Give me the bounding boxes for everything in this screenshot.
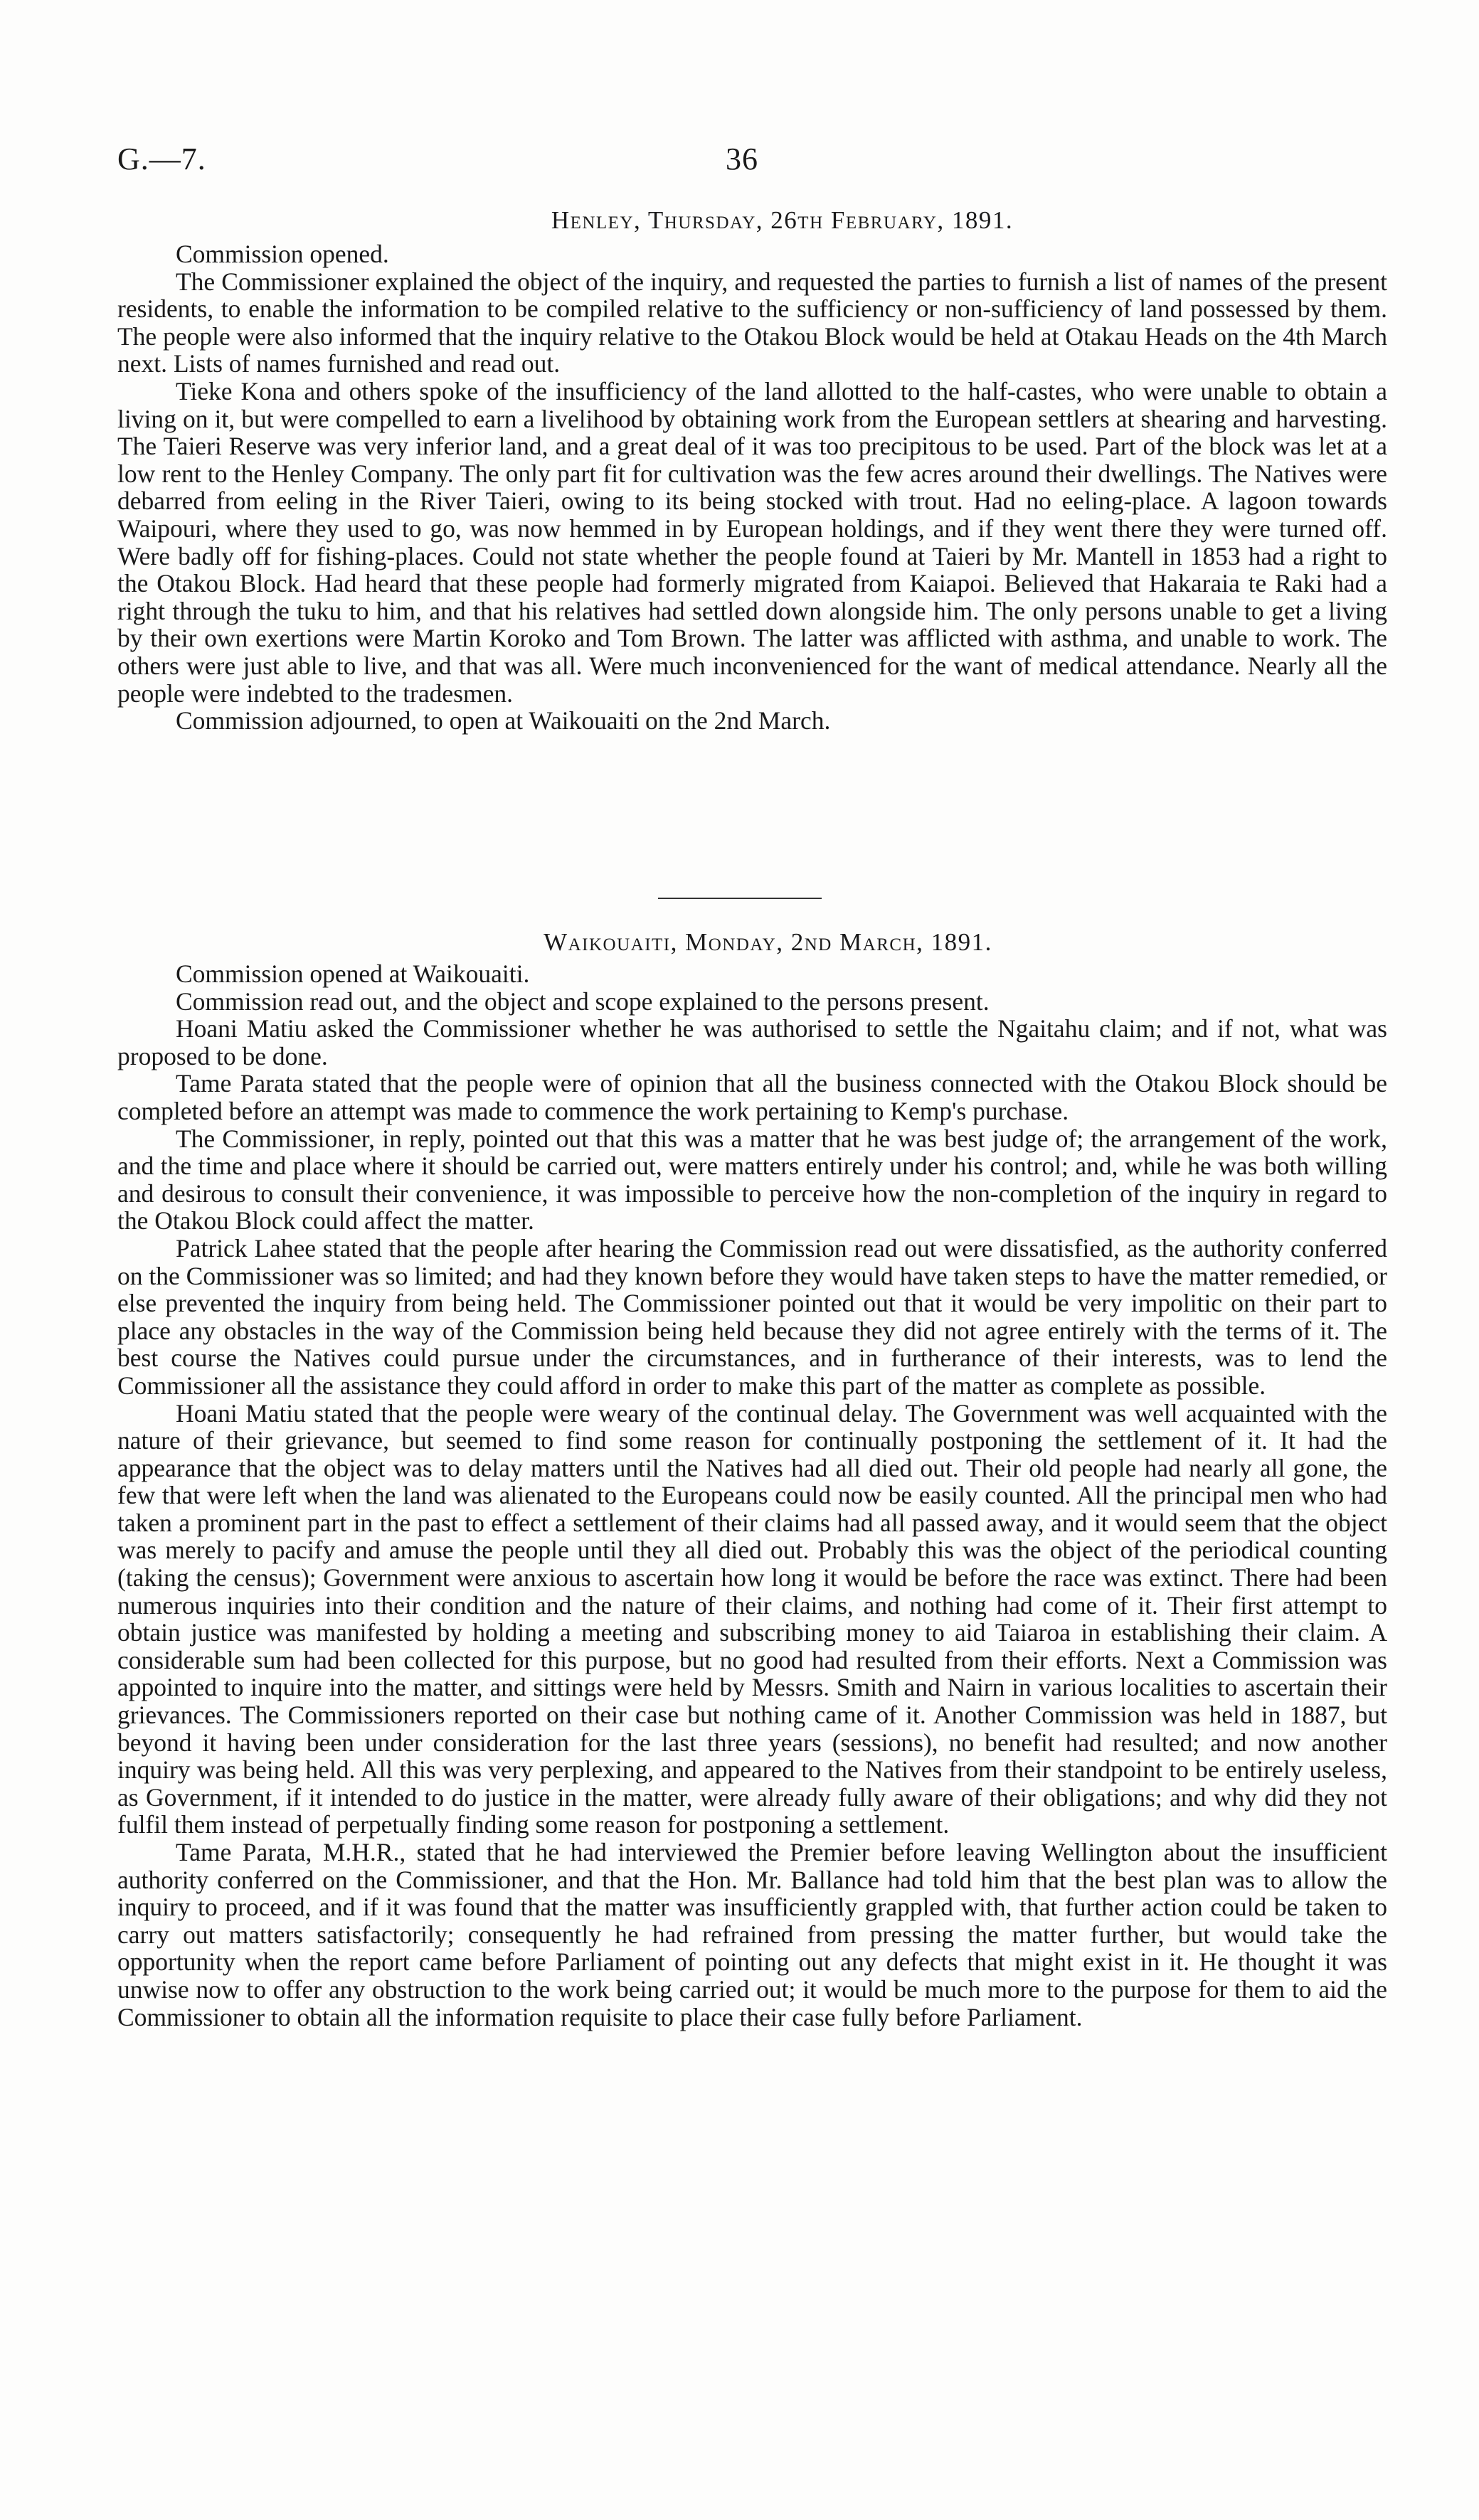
paragraph: Tame Parata stated that the people were of opinion that all the business connected with the Otakou Block should be completed before an attempt was made to commence the work pertaining to Kemp's purchase. — [117, 1069, 1387, 1125]
section-divider — [658, 898, 822, 899]
paragraph: Tame Parata, M.H.R., stated that he had interviewed the Premier before leaving Wellington about the insufficient authority conferred on the Commissioner, and that the Hon. Mr. Ballance had told him that the best plan was to allow the inquiry to proceed, and if it was found that the matter was insufficiently grappled with, that further action could be taken to carry out matters satisfactorily; consequently he had refrained from pressing the matter further, but would take the opportunity when the report came before Parliament of pointing out any defects that might exist in it. He thought it was unwise now to offer any obstruction to the work being carried out; it would be much more to the purpose for them to aid the Commissioner to obtain all the information requisite to place their case fully before Parliament. — [117, 1838, 1387, 2031]
paragraph: Commission opened at Waikouaiti. — [176, 959, 530, 988]
paragraph: Commission opened. — [176, 240, 389, 268]
section-body-waikouaiti — [117, 960, 1387, 2031]
page-number: 36 — [726, 142, 758, 176]
document-code: G.—7. — [117, 142, 206, 176]
section-heading-henley: Henley, Thursday, 26th February, 1891. — [551, 206, 1014, 234]
paragraph: The Commissioner, in reply, pointed out that this was a matter that he was best judge of; the arrangement of the work, and the time and place where it should be carried out, were matters entirely under his control; and, while he was both willing and desirous to consult their convenience, it was impossible to perceive how the non-completion of the inquiry in regard to the Otakou Block could affect the matter. — [117, 1124, 1387, 1235]
section-heading-waikouaiti: Waikouaiti, Monday, 2nd March, 1891. — [544, 928, 992, 956]
paragraph: Tieke Kona and others spoke of the insufficiency of the land allotted to the half-castes, who were unable to obtain a living on it, but were compelled to earn a livelihood by obtaining work from the European settlers at shearing and harvesting. The Taieri Reserve was very inferior land, and a great deal of it was too precipitous to be used. Part of the block was let at a low rent to the Henley Company. The only part fit for cultivation was the few acres around their dwellings. The Natives were debarred from eeling in the River Taieri, owing to its being stocked with trout. Had no eeling-place. A lagoon towards Waipouri, where they used to go, was now hemmed in by European holdings, and if they went there they were turned off. Were badly off for fishing-places. Could not state whether the people found at Taieri by Mr. Mantell in 1853 had a right to the Otakou Block. Had heard that these people had formerly migrated from Kaiapoi. Believed that Hakaraia te Raki had a right through the tuku to him, and that his relatives had settled down alongside him. The only persons unable to get a living by their own exertions were Martin Koroko and Tom Brown. The latter was afflicted with asthma, and unable to work. The others were just able to live, and that was all. Were much inconvenienced for the want of medical attendance. Nearly all the people were indebted to the tradesmen. — [117, 376, 1387, 708]
paragraph: The Commissioner explained the object of the inquiry, and requested the parties to furnish a list of names of the present residents, to enable the information to be compiled relative to the sufficiency or non-sufficiency of land possessed by them. The people were also informed that the inquiry relative to the Otakou Block would be held at Otakau Heads on the 4th March next. Lists of names furnished and read out. — [117, 267, 1387, 378]
paragraph: Commission read out, and the object and scope explained to the persons present. — [176, 987, 990, 1016]
paragraph: Patrick Lahee stated that the people after hearing the Commission read out were dissatisfied, as the authority conferred on the Commissioner was so limited; and had they known before they would have taken steps to have the matter remedied, or else prevented the inquiry from being held. The Commissioner pointed out that it would be very impolitic on their part to place any obstacles in the way of the Commission being held because they did not agree entirely with the terms of it. The best course the Natives could pursue under the circumstances, and in furtherance of their interests, was to lend the Commissioner all the assistance they could afford in order to make this part of the matter as complete as possible. — [117, 1233, 1387, 1400]
section-body-henley — [117, 240, 1387, 735]
paragraph: Hoani Matiu asked the Commissioner whether he was authorised to settle the Ngaitahu claim; and if not, what was proposed to be done. — [117, 1014, 1387, 1070]
paragraph: Commission adjourned, to open at Waikouaiti on the 2nd March. — [176, 706, 831, 735]
paragraph: Hoani Matiu stated that the people were weary of the continual delay. The Government was well acquainted with the nature of their grievance, but seemed to find some reason for continually postponing the settlement of it. It had the appearance that the object was to delay matters until the Natives had all died out. Their old people had nearly all gone, the few that were left when the land was alienated to the Europeans could now be easily counted. All the principal men who had taken a prominent part in the past to effect a settlement of their claims had all passed away, and it would seem that the object was merely to pacify and amuse the people until they all died out. Probably this was the object of the periodical counting (taking the census); Government were anxious to ascertain how long it would be before the race was extinct. There had been numerous inquiries into their condition and the nature of their claims, and nothing had come of it. Their first attempt to obtain justice was manifested by holding a meeting and subscribing money to aid Taiaroa in establishing their claim. A considerable sum had been collected for this purpose, but no good had resulted from their efforts. Next a Commission was appointed to inquire into the matter, and sittings were held by Messrs. Smith and Nairn in various localities to ascertain their grievances. The Commissioners reported on their case but nothing came of it. Another Commission was held in 1887, but beyond it having been under consideration for the last three years (sessions), no benefit had resulted; and now another inquiry was being held. All this was very perplexing, and appeared to the Natives from their standpoint to be entirely useless, as Government, if it intended to do justice in the matter, were already fully aware of their obligations; and why did they not fulfil them instead of perpetually finding some reason for postponing a settlement. — [117, 1398, 1387, 1839]
